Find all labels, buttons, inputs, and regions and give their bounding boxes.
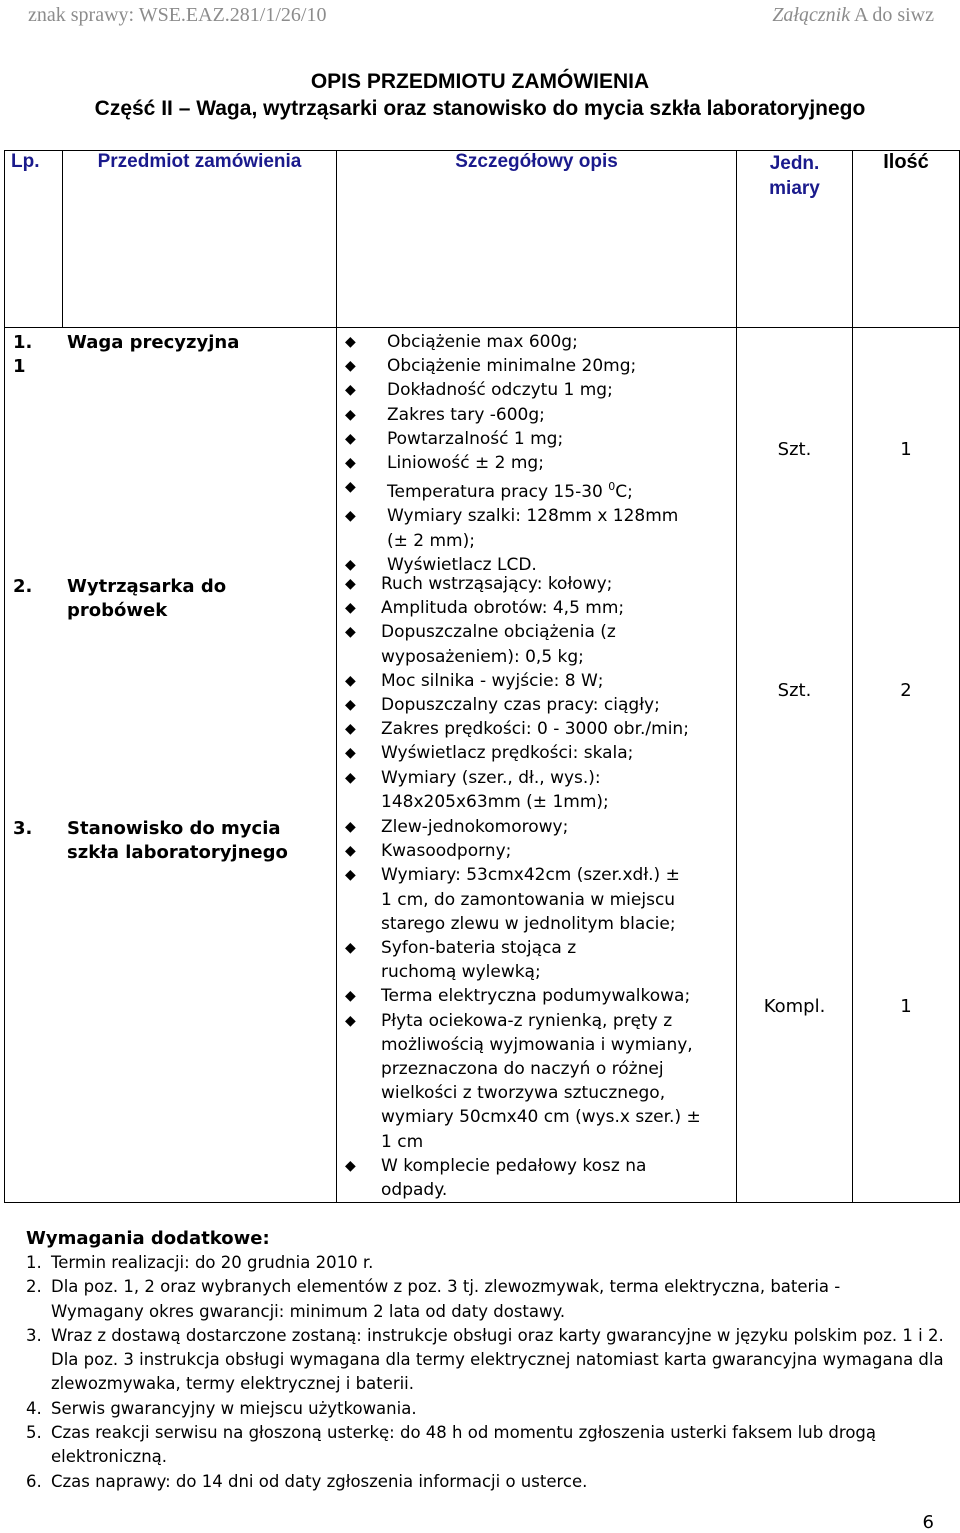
diamond-bullet-icon: ◆ [345,556,356,573]
list-item: ◆ Amplituda obrotów: 4,5 mm; [345,596,730,620]
attachment-label-rest: A do siwz [850,4,934,26]
diamond-bullet-icon: ◆ [345,576,356,592]
list-item: ◆ Dokładność odczytu 1 mg; [345,378,730,402]
list-item: ◆ Wymiary szalki: 128mm x 128mm (± 2 mm); [345,506,679,551]
diamond-bullet-icon: ◆ [345,358,356,375]
attachment-label-italic: Załącznik [772,4,851,26]
item-number: 1. 1 [13,332,33,377]
diamond-bullet-icon: ◆ [345,867,356,884]
list-item: ◆ Dopuszczalny czas pracy: ciągły; [345,693,730,717]
diamond-bullet-icon: ◆ [345,672,356,689]
list-item: ◆ Liniowość ± 2 mg; [345,451,730,475]
list-item: ◆ Moc silnika - wyjście: 8 W; [345,669,730,693]
diamond-bullet-icon: ◆ [345,843,356,860]
diamond-bullet-icon: ◆ [345,624,356,641]
diamond-bullet-icon: ◆ [345,334,356,350]
item-number: 3. [13,818,33,839]
header-quantity: Ilość [853,151,960,328]
list-item: ◆ Zlew-jednokomorowy; [345,815,730,839]
list-item: ◆ Powtarzalność 1 mg; [345,427,730,451]
list-item: ◆ W komplecie pedałowy kosz na odpady. [345,1155,647,1201]
page-number: 6 [922,1512,934,1533]
list-item: 1. Termin realizacji: do 20 grudnia 2010 r. [26,1253,374,1272]
diamond-bullet-icon: ◆ [345,1157,356,1174]
item-2-unit: Szt. [777,680,812,701]
list-item: ◆ Obciążenie minimalne 20mg; [345,354,730,378]
table-body-row [5,328,960,1203]
item-3-description [345,815,730,1202]
diamond-bullet-icon: ◆ [345,819,356,835]
header-unit: Jedn. miary [737,151,853,328]
diamond-bullet-icon: ◆ [345,745,356,762]
item-2-description [345,572,730,814]
diamond-bullet-icon: ◆ [345,988,356,1005]
list-item: ◆ Dopuszczalne obciążenia (z wyposażeniem): 0,5 kg; [345,622,616,667]
item-name: Stanowisko do mycia szkła laboratoryjnego [67,818,288,863]
diamond-bullet-icon: ◆ [345,1012,356,1029]
diamond-bullet-icon: ◆ [345,769,356,786]
list-item: 6. Czas naprawy: do 14 dni od daty zgłoszenia informacji o usterce. [26,1471,588,1491]
list-item: ◆ Zakres tary -600g; [345,403,730,427]
item-name: Wytrząsarka do probówek [67,576,227,621]
diamond-bullet-icon: ◆ [345,697,356,714]
diamond-bullet-icon: ◆ [345,600,356,617]
list-item: ◆ Ruch wstrząsający: kołowy; [345,572,730,596]
attachment-label [772,4,934,27]
list-item: ◆ Wymiary (szer., dł., wys.): 148x205x63mm (± 1mm); [345,767,609,812]
item-name: Waga precyzyjna [67,332,240,353]
description-cell [337,328,737,1203]
list-item: ◆ Wymiary: 53cmx42cm (szer.xdł.) ± 1 cm, do zamontowania w miejscu starego zlewu w jednolitym blacie; [345,865,680,934]
list-item: ◆ Płyta ociekowa-z rynienką, pręty z możliwością wyjmowania i wymiany, przeznaczona do naczyń o różnej wielkości z tworzywa sztucznego, wymiary 50cmx40 cm (wys.x szer.) ± 1 cm [345,1010,701,1152]
diamond-bullet-icon: ◆ [345,455,356,472]
item-1-quantity: 1 [900,439,912,460]
diamond-bullet-icon: ◆ [345,382,356,399]
item-2-quantity: 2 [900,680,912,701]
item-1-unit: Szt. [777,439,812,460]
item-1-description [345,330,730,577]
item-number: 2. [13,576,33,597]
requirements-heading: Wymagania dodatkowe: [26,1228,270,1249]
list-item: ◆ Terma elektryczna podumywalkowa; [345,984,730,1008]
list-item: 5. Czas reakcji serwisu na głoszoną usterkę: do 48 h od momentu zgłoszenia usterki faksem lub drogą elektroniczną. [26,1423,877,1467]
diamond-bullet-icon: ◆ [345,721,356,738]
list-item: ◆ Kwasoodporny; [345,839,730,863]
diamond-bullet-icon: ◆ [345,940,356,957]
diamond-bullet-icon: ◆ [345,479,356,496]
specification-table [4,150,960,1203]
list-item: ◆ Wyświetlacz LCD. [345,553,730,577]
list-item: 4. Serwis gwarancyjny w miejscu użytkowania. [26,1398,417,1418]
document-subtitle: Część II – Waga, wytrząsarki oraz stanowisko do mycia szkła laboratoryjnego [94,97,866,120]
list-item: ◆ Wyświetlacz prędkości: skala; [345,741,730,765]
diamond-bullet-icon: ◆ [345,406,356,423]
document-reference: znak sprawy: WSE.EAZ.281/1/26/10 [28,4,327,26]
diamond-bullet-icon: ◆ [345,508,356,525]
item-3-unit: Kompl. [763,996,826,1017]
table-header-row [5,151,960,328]
list-item: 2. Dla poz. 1, 2 oraz wybranych elementów z poz. 3 tj. zlewozmywak, terma elektryczna, bateria - Wymagany okres gwarancji: minimum 2 lata od daty dostawy. [26,1277,841,1321]
header-item: Przedmiot zamówienia [63,151,337,328]
header-lp: Lp. [5,151,63,328]
list-item: 3. Wraz z dostawą dostarczone zostaną: instrukcje obsługi oraz karty gwarancyjne w języku polskim poz. 1 i 2. Dla poz. 3 instrukcja obsługi wymagana dla termy elektrycznej natomiast karta gwarancyjna wymagana dla zlewozmywaka, termy elektrycznej i baterii. [26,1325,944,1394]
diamond-bullet-icon: ◆ [345,430,356,447]
item-3-quantity: 1 [900,996,912,1017]
additional-requirements [26,1227,946,1494]
list-item: ◆ Obciążenie max 600g; [345,330,730,354]
list-item: ◆ Zakres prędkości: 0 - 3000 obr./min; [345,717,730,741]
header-description: Szczegółowy opis [337,151,737,328]
list-item: ◆ Temperatura pracy 15-30 $^0$C; [345,475,730,504]
list-item: ◆ Syfon-bateria stojąca z ruchomą wylewką; [345,938,577,983]
unit-cell [737,328,853,1203]
document-title: OPIS PRZEDMIOTU ZAMÓWIENIA [310,70,650,93]
quantity-cell [853,328,960,1203]
items-cell [5,328,337,1203]
